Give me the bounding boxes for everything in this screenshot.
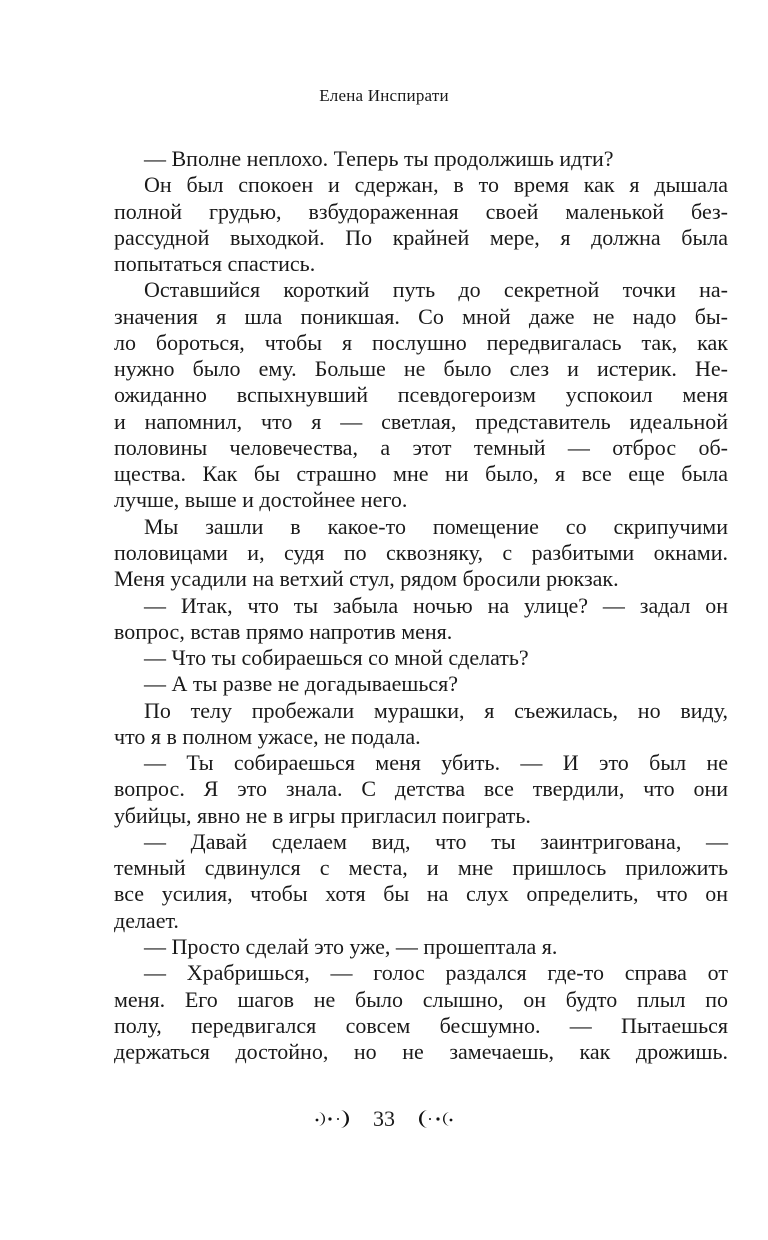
text-line: полу, передвигался совсем бесшумно. — Пытаешься bbox=[114, 1012, 728, 1038]
text-line: Он был спокоен и сдержан, в то время как я дышала bbox=[144, 172, 728, 198]
text-line: — Просто сделай это уже, — прошептала я. bbox=[144, 933, 558, 959]
text-line: половицами и, судя по сквозняку, с разбитыми окнами. bbox=[114, 539, 728, 565]
text-line: Меня усадили на ветхий стул, рядом бросили рюкзак. bbox=[114, 566, 619, 592]
text-line: и напомнил, что я — светлая, представитель идеальной bbox=[114, 408, 728, 434]
text-line: Оставшийся короткий путь до секретной точки на- bbox=[144, 277, 728, 303]
text-line: Мы зашли в какое-то помещение со скрипучими bbox=[144, 513, 728, 539]
text-line: рассудной выходкой. По крайней мере, я должна была bbox=[114, 224, 728, 250]
text-line: убийцы, явно не в игры пригласил поиграть. bbox=[114, 802, 531, 828]
text-line: — Что ты собираешься со мной сделать? bbox=[144, 645, 529, 671]
body-text bbox=[114, 146, 728, 1065]
text-line: нужно было ему. Больше не было слез и истерик. Не- bbox=[114, 356, 728, 382]
text-line: — Давай сделаем вид, что ты заинтригована, — bbox=[144, 828, 728, 854]
text-line: По телу пробежали мурашки, я съежилась, но виду, bbox=[144, 697, 728, 723]
text-line: делает. bbox=[114, 907, 179, 933]
text-line: все усилия, чтобы хотя бы на слух определить, что он bbox=[114, 881, 728, 907]
text-line: лучше, выше и достойнее него. bbox=[114, 487, 408, 513]
text-line: держаться достойно, но не замечаешь, как дрожишь. bbox=[114, 1039, 728, 1065]
text-line: полной грудью, взбудораженная своей маленькой без- bbox=[114, 198, 728, 224]
text-line: меня. Его шагов не было слышно, он будто плыл по bbox=[114, 986, 728, 1012]
running-header-author: Елена Инспирати bbox=[319, 86, 449, 105]
text-line: — А ты разве не догадываешься? bbox=[144, 671, 459, 697]
moon-ornament-right-icon bbox=[415, 1108, 455, 1130]
text-line: половины человечества, а этот темный — отброс об- bbox=[114, 434, 728, 460]
text-line: что я в полном ужасе, не подала. bbox=[114, 723, 421, 749]
text-line: попытаться спастись. bbox=[114, 251, 316, 277]
text-line: вопрос, встав прямо напротив меня. bbox=[114, 618, 453, 644]
text-line: — Итак, что ты забыла ночью на улице? — задал он bbox=[144, 592, 728, 618]
text-line: — Храбришься, — голос раздался где-то справа от bbox=[144, 960, 728, 986]
text-line: ло бороться, чтобы я послушно передвигалась так, как bbox=[114, 329, 728, 355]
page-number: 33 bbox=[373, 1106, 395, 1131]
text-line: ожиданно вспыхнувший псевдогероизм успокоил меня bbox=[114, 382, 728, 408]
text-line: значения я шла поникшая. Со мной даже не надо бы- bbox=[114, 303, 728, 329]
text-line: щества. Как бы страшно мне ни было, я все еще была bbox=[114, 461, 728, 487]
text-line: вопрос. Я это знала. С детства все твердили, что они bbox=[114, 776, 728, 802]
text-line: темный сдвинулся с места, и мне пришлось приложить bbox=[114, 855, 728, 881]
moon-ornament-left-icon bbox=[313, 1108, 353, 1130]
text-line: — Ты собираешься меня убить. — И это был не bbox=[144, 750, 728, 776]
text-line: — Вполне неплохо. Теперь ты продолжишь идти? bbox=[144, 146, 614, 171]
page-footer bbox=[0, 1106, 768, 1132]
